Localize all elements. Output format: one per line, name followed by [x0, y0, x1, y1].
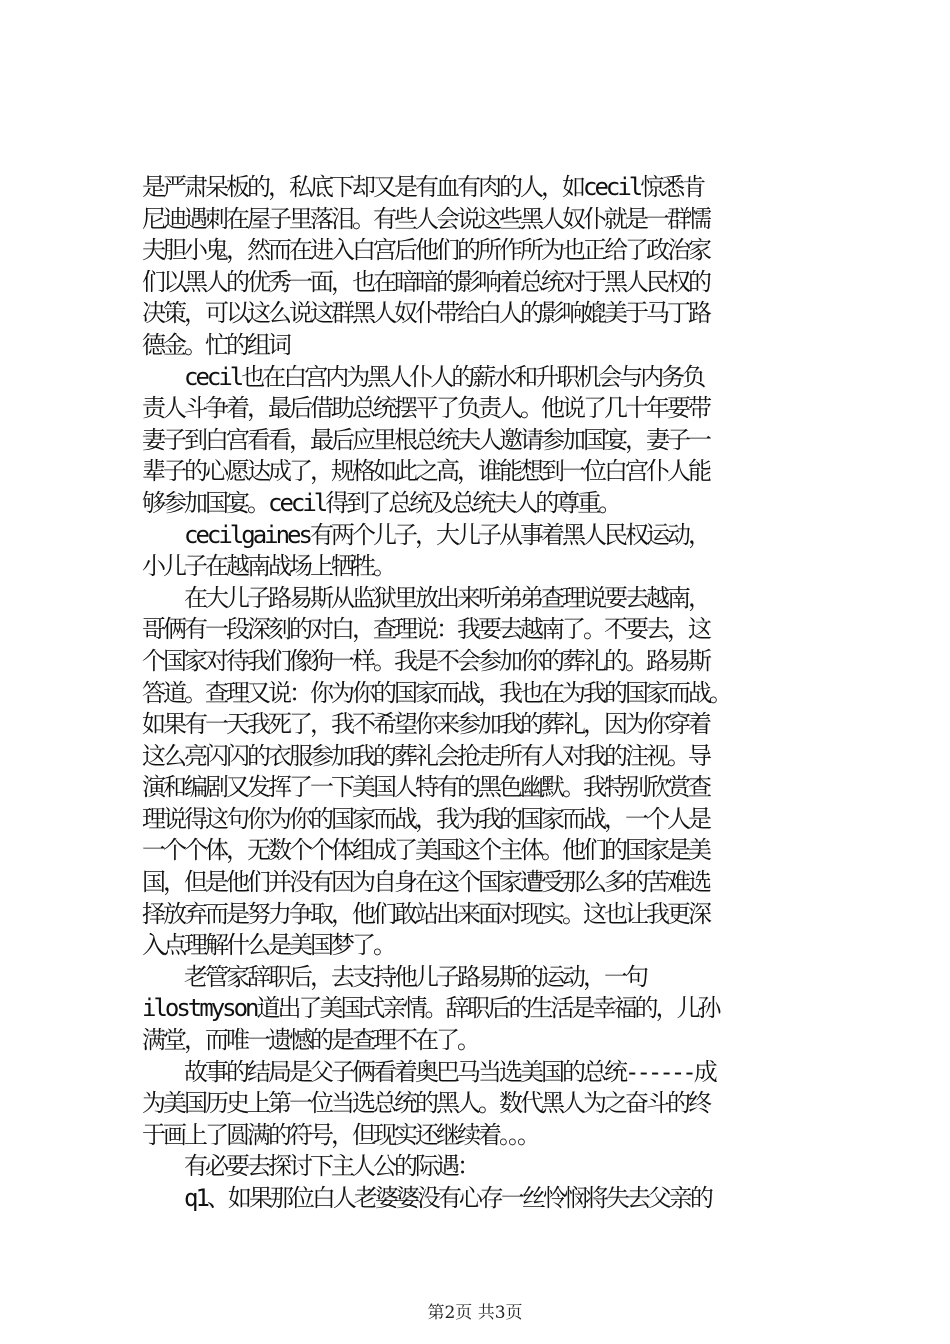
- text-line: 辈子的心愿达成了，规格如此之高，谁能想到一位白宫仆人能: [142, 457, 709, 486]
- text-line: 择放弃而是努力争取，他们敢站出来面对现实。这也让我更深: [142, 899, 709, 928]
- text-line: 决策，可以这么说这群黑人奴仆带给白人的影响媲美于马丁路: [142, 299, 709, 328]
- text-line: 老管家辞职后，去支持他儿子路易斯的运动，一句: [142, 962, 646, 991]
- text-line: q1、如果那位白人老婆婆没有心存一丝怜悯将失去父亲的: [142, 1184, 711, 1212]
- text-line: 故事的结局是父子俩看着奥巴马当选美国的总统------成: [142, 1057, 715, 1086]
- text-line: 为美国历史上第一位当选总统的黑人。数代黑人为之奋斗的终: [142, 1089, 709, 1118]
- text-line: 如果有一天我死了，我不希望你来参加我的葬礼，因为你穿着: [142, 710, 709, 739]
- text-line: cecil也在白宫内为黑人仆人的薪水和升职机会与内务负: [142, 362, 704, 391]
- text-line: 在大儿子路易斯从监狱里放出来听弟弟查理说要去越南，: [142, 583, 709, 612]
- text-line: ilostmyson道出了美国式亲情。辞职后的生活是幸福的，儿孙: [142, 994, 719, 1023]
- text-line: 这么亮闪闪的衣服参加我的葬礼会抢走所有人对我的注视。导: [142, 741, 709, 770]
- text-line: 妻子到白宫看看，最后应里根总统夫人邀请参加国宴，妻子一: [142, 425, 709, 454]
- text-line: 于画上了圆满的符号，但现实还继续着。。。: [142, 1120, 538, 1149]
- text-line: 们以黑人的优秀一面，也在暗暗的影响着总统对于黑人民权的: [142, 267, 709, 296]
- document-body: [142, 172, 862, 1215]
- text-line: 满堂，而唯一遗憾的是查理不在了。: [142, 1026, 478, 1055]
- text-line: 个国家对待我们像狗一样。我是不会参加你的葬礼的。路易斯: [142, 646, 709, 675]
- text-line: 责人斗争着，最后借助总统摆平了负责人。他说了几十年要带: [142, 394, 709, 423]
- text-line: 够参加国宴。cecil得到了总统及总统夫人的尊重。: [142, 488, 620, 517]
- text-line: 夫胆小鬼，然而在进入白宫后他们的所作所为也正给了政治家: [142, 236, 709, 265]
- text-line: 是严肃呆板的，私底下却又是有血有肉的人，如cecil惊悉肯: [142, 173, 704, 201]
- text-line: 尼迪遇刺在屋子里落泪。有些人会说这些黑人奴仆就是一群懦: [142, 204, 709, 233]
- page-number-footer: 第2页 共3页: [427, 1303, 523, 1323]
- text-line: 国，但是他们并没有因为自身在这个国家遭受那么多的苦难选: [142, 868, 709, 897]
- text-line: 小儿子在越南战场上牺牲。: [142, 552, 394, 581]
- text-line: 答道。查理又说：你为你的国家而战，我也在为我的国家而战。: [142, 678, 730, 707]
- text-line: 一个个体，无数个个体组成了美国这个主体。他们的国家是美: [142, 836, 709, 865]
- text-line: 德金。忙的组词: [142, 330, 289, 359]
- text-line: 理说得这句你为你的国家而战，我为我的国家而战，一个人是: [142, 804, 709, 833]
- text-line: 有必要去探讨下主人公的际遇：: [142, 1152, 478, 1181]
- text-line: 演和编剧又发挥了一下美国人特有的黑色幽默。我特别欣赏查: [142, 773, 709, 802]
- text-line: cecilgaines有两个儿子，大儿子从事着黑人民权运动，: [142, 520, 709, 549]
- text-line: 哥俩有一段深刻的对白，查理说：我要去越南了。不要去，这: [142, 615, 709, 644]
- text-line: 入点理解什么是美国梦了。: [142, 931, 394, 960]
